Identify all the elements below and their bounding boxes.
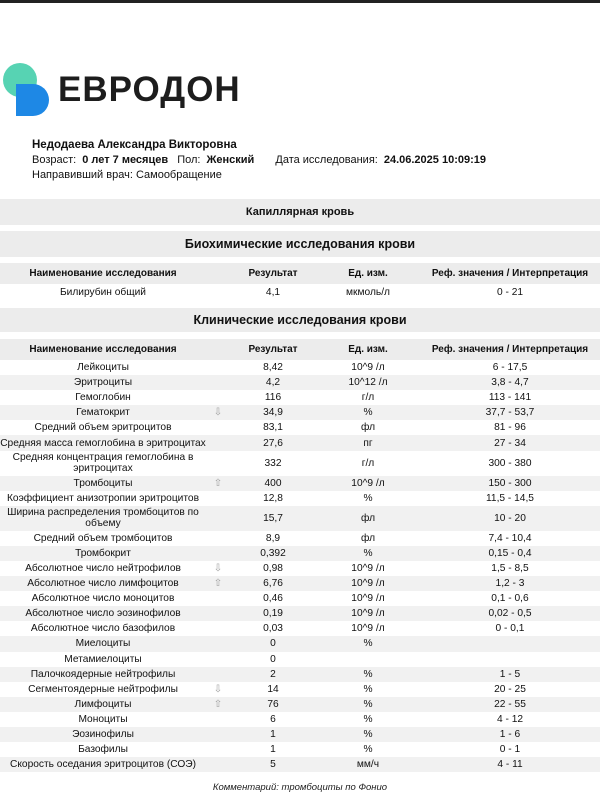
ref-range: 27 - 34 <box>494 437 526 449</box>
table-row <box>0 576 600 591</box>
table-row <box>0 652 600 667</box>
unit-value: % <box>363 547 373 559</box>
table-row <box>0 546 600 561</box>
test-name: Эритроциты <box>73 377 133 389</box>
unit-value: % <box>363 407 373 419</box>
clinical-header-row <box>0 339 600 360</box>
logo <box>0 62 260 120</box>
unit-value: мм/ч <box>356 759 380 771</box>
logo-text: ЕВРОДОН <box>58 70 241 109</box>
ref-range: 37,7 - 53,7 <box>485 407 535 419</box>
flag-arrow-icon <box>206 727 230 742</box>
ref-range: 81 - 96 <box>494 422 526 434</box>
age-label: Возраст: <box>32 154 77 166</box>
ref-range: 7,4 - 10,4 <box>488 532 532 544</box>
test-name: Метамиелоциты <box>64 653 142 665</box>
flag-arrow-icon <box>206 284 230 301</box>
table-row <box>0 360 600 375</box>
result-value: 27,6 <box>263 437 283 449</box>
ref-range: 4 - 11 <box>497 759 523 771</box>
doctor-label: Направивший врач: <box>32 169 133 181</box>
ref-range: 0,15 - 0,4 <box>488 547 532 559</box>
col-name: Наименование исследования <box>29 344 177 355</box>
table-row <box>0 531 600 546</box>
table-row <box>0 591 600 606</box>
test-name: Миелоциты <box>75 638 131 650</box>
test-name: Сегментоядерные нейтрофилы <box>28 683 178 695</box>
unit-value: % <box>363 698 373 710</box>
date-label: Дата исследования: <box>275 154 378 166</box>
result-value: 6,76 <box>263 578 283 590</box>
flag-arrow-icon: ⇩ <box>213 407 223 419</box>
unit-value: 10^9 /л <box>351 562 385 574</box>
comment: Комментарий: тромбоциты по Фонио <box>212 782 388 793</box>
unit-value: 10^9 /л <box>351 477 385 489</box>
test-name: Тромбоциты <box>73 477 133 489</box>
test-name: Лимфоциты <box>74 698 132 710</box>
ref-range: 0 - 21 <box>496 287 524 298</box>
flag-arrow-icon <box>206 606 230 621</box>
col-name: Наименование исследования <box>29 268 177 279</box>
test-name: Гемоглобин <box>75 392 131 404</box>
result-value: 4,2 <box>265 377 281 389</box>
patient-details <box>32 153 492 168</box>
unit-value: г/л <box>361 457 375 469</box>
evrodon-logo-icon <box>0 62 56 118</box>
result-value: 400 <box>264 477 282 489</box>
test-name: Эозинофилы <box>72 729 134 741</box>
result-value: 12,8 <box>263 492 283 504</box>
flag-arrow-icon <box>206 591 230 606</box>
unit-value: пг <box>363 437 373 449</box>
table-row <box>0 451 600 476</box>
flag-arrow-icon: ⇩ <box>213 683 223 695</box>
test-name: Ширина распределения тромбоцитов по объему <box>7 507 199 530</box>
unit-value: 10^9 /л <box>351 623 385 635</box>
test-name: Абсолютное число моноцитов <box>31 593 175 605</box>
result-value: 1 <box>270 729 276 741</box>
ref-range: 300 - 380 <box>488 457 532 469</box>
flag-arrow-icon <box>206 375 230 390</box>
table-row <box>0 284 600 301</box>
ref-range <box>420 636 600 651</box>
result-value: 0,98 <box>263 562 283 574</box>
ref-range: 6 - 17,5 <box>492 362 528 374</box>
biochem-title: Биохимические исследования крови <box>0 231 600 257</box>
biochem-header-row <box>0 263 600 284</box>
result-value: 34,9 <box>263 407 283 419</box>
table-row <box>0 636 600 651</box>
flag-arrow-icon <box>206 420 230 435</box>
table-row <box>0 390 600 405</box>
ref-range: 1,2 - 3 <box>495 578 525 590</box>
flag-arrow-icon: ⇩ <box>213 562 223 574</box>
flag-arrow-icon <box>206 506 230 531</box>
result-value: 0,392 <box>260 547 286 559</box>
unit-value: % <box>363 492 373 504</box>
top-border <box>0 0 600 3</box>
flag-arrow-icon <box>206 757 230 772</box>
col-ref: Реф. значения / Интерпретация <box>431 344 589 355</box>
unit-value: 10^12 /л <box>348 377 388 389</box>
ref-range: 0 - 0,1 <box>495 623 525 635</box>
table-row <box>0 727 600 742</box>
unit-value: мкмоль/л <box>346 287 390 298</box>
biochem-body <box>0 284 600 301</box>
result-value: 8,42 <box>263 362 283 374</box>
unit-value: % <box>363 744 373 756</box>
unit-value: 10^9 /л <box>351 593 385 605</box>
table-row <box>0 420 600 435</box>
test-name: Абсолютное число базофилов <box>30 623 176 635</box>
material-band: Капиллярная кровь <box>0 199 600 225</box>
ref-range: 0 - 1 <box>499 744 521 756</box>
ref-range: 4 - 12 <box>496 713 524 725</box>
test-name: Коэффициент анизотропии эритроцитов <box>7 492 199 504</box>
col-flag <box>206 263 230 284</box>
table-row <box>0 667 600 682</box>
result-value: 76 <box>267 698 279 710</box>
result-value: 332 <box>264 457 282 469</box>
result-value: 15,7 <box>263 512 283 524</box>
table-row <box>0 621 600 636</box>
unit-value: 10^9 /л <box>351 362 385 374</box>
patient-info <box>32 138 492 183</box>
ref-range: 11,5 - 14,5 <box>486 492 534 504</box>
age-value: 0 лет 7 месяцев <box>82 154 169 166</box>
table-row <box>0 742 600 757</box>
test-name: Абсолютное число лимфоцитов <box>27 578 179 590</box>
unit-value: фл <box>360 422 376 434</box>
flag-arrow-icon <box>206 531 230 546</box>
ref-range: 113 - 141 <box>488 392 532 404</box>
result-value: 0,46 <box>263 593 283 605</box>
col-unit: Ед. изм. <box>348 344 388 355</box>
sex-value: Женский <box>206 154 255 166</box>
clinical-title: Клинические исследования крови <box>0 308 600 332</box>
unit-value: % <box>363 668 373 680</box>
col-result: Результат <box>248 268 298 279</box>
table-row <box>0 757 600 772</box>
unit-value: г/л <box>361 392 375 404</box>
doctor-line <box>32 168 492 183</box>
flag-arrow-icon <box>206 491 230 506</box>
table-row <box>0 476 600 491</box>
test-name: Лейкоциты <box>77 362 129 374</box>
flag-arrow-icon: ⇧ <box>213 698 223 710</box>
col-unit: Ед. изм. <box>348 268 388 279</box>
ref-range: 20 - 25 <box>494 683 526 695</box>
table-row <box>0 491 600 506</box>
result-value: 83,1 <box>263 422 283 434</box>
unit-value: 10^9 /л <box>351 578 385 590</box>
table-row <box>0 435 600 450</box>
patient-name: Недодаева Александра Викторовна <box>32 139 237 151</box>
ref-range: 0,1 - 0,6 <box>491 593 529 605</box>
table-row <box>0 606 600 621</box>
test-name: Средняя масса гемоглобина в эритроцитах <box>0 437 206 449</box>
unit-value: % <box>363 713 373 725</box>
result-value: 0,19 <box>263 608 283 620</box>
test-name: Палочкоядерные нейтрофилы <box>30 668 176 680</box>
table-row <box>0 712 600 727</box>
ref-range: 1 - 6 <box>499 729 521 741</box>
table-row <box>0 506 600 531</box>
table-row <box>0 375 600 390</box>
ref-range: 3,8 - 4,7 <box>491 377 529 389</box>
test-name: Средняя концентрация гемоглобина в эритроцитах <box>12 452 194 475</box>
flag-arrow-icon <box>206 621 230 636</box>
sex-label: Пол: <box>177 154 201 166</box>
flag-arrow-icon <box>206 546 230 561</box>
flag-arrow-icon <box>206 451 230 476</box>
col-result: Результат <box>248 344 298 355</box>
flag-arrow-icon <box>206 435 230 450</box>
ref-range: 0,02 - 0,5 <box>488 608 532 620</box>
doctor-value: Самообращение <box>135 169 222 181</box>
flag-arrow-icon <box>206 712 230 727</box>
unit-value: % <box>363 683 373 695</box>
unit-value <box>316 652 420 667</box>
test-name: Гематокрит <box>76 407 130 419</box>
flag-arrow-icon <box>206 742 230 757</box>
flag-arrow-icon: ⇧ <box>213 578 223 590</box>
date-value: 24.06.2025 10:09:19 <box>383 154 486 166</box>
result-value: 0 <box>270 638 276 650</box>
test-name: Абсолютное число нейтрофилов <box>25 562 181 574</box>
ref-range: 150 - 300 <box>488 477 532 489</box>
flag-arrow-icon <box>206 636 230 651</box>
table-row <box>0 405 600 420</box>
table-row <box>0 682 600 697</box>
flag-arrow-icon <box>206 360 230 375</box>
unit-value: фл <box>360 512 376 524</box>
clinical-body <box>0 360 600 772</box>
table-row <box>0 561 600 576</box>
test-name: Билирубин общий <box>59 287 147 298</box>
test-name: Тромбокрит <box>75 547 131 559</box>
ref-range <box>420 652 600 667</box>
flag-arrow-icon: ⇧ <box>213 477 223 489</box>
result-value: 116 <box>264 392 282 404</box>
flag-arrow-icon <box>206 667 230 682</box>
test-name: Базофилы <box>78 744 128 756</box>
unit-value: 10^9 /л <box>351 608 385 620</box>
unit-value: % <box>363 729 373 741</box>
biochem-table <box>0 263 600 301</box>
result-value: 14 <box>267 683 279 695</box>
result-value: 0 <box>270 653 276 665</box>
unit-value: % <box>363 638 373 650</box>
test-name: Абсолютное число эозинофилов <box>25 608 181 620</box>
clinical-table <box>0 339 600 772</box>
test-name: Скорость оседания эритроцитов (СОЭ) <box>9 759 196 771</box>
result-value: 2 <box>270 668 276 680</box>
result-value: 5 <box>270 759 276 771</box>
result-value: 4,1 <box>265 287 281 298</box>
col-ref: Реф. значения / Интерпретация <box>431 268 589 279</box>
result-value: 0,03 <box>263 623 283 635</box>
flag-arrow-icon <box>206 390 230 405</box>
ref-range: 1 - 5 <box>499 668 521 680</box>
unit-value: фл <box>360 532 376 544</box>
result-value: 8,9 <box>265 532 281 544</box>
test-name: Моноциты <box>78 713 128 725</box>
result-value: 6 <box>270 713 276 725</box>
ref-range: 22 - 55 <box>494 698 526 710</box>
result-value: 1 <box>270 744 276 756</box>
ref-range: 10 - 20 <box>494 512 526 524</box>
test-name: Средний объем эритроцитов <box>34 422 172 434</box>
table-row <box>0 697 600 712</box>
col-flag <box>206 339 230 360</box>
test-name: Средний объем тромбоцитов <box>33 532 173 544</box>
flag-arrow-icon <box>206 652 230 667</box>
ref-range: 1,5 - 8,5 <box>491 562 529 574</box>
